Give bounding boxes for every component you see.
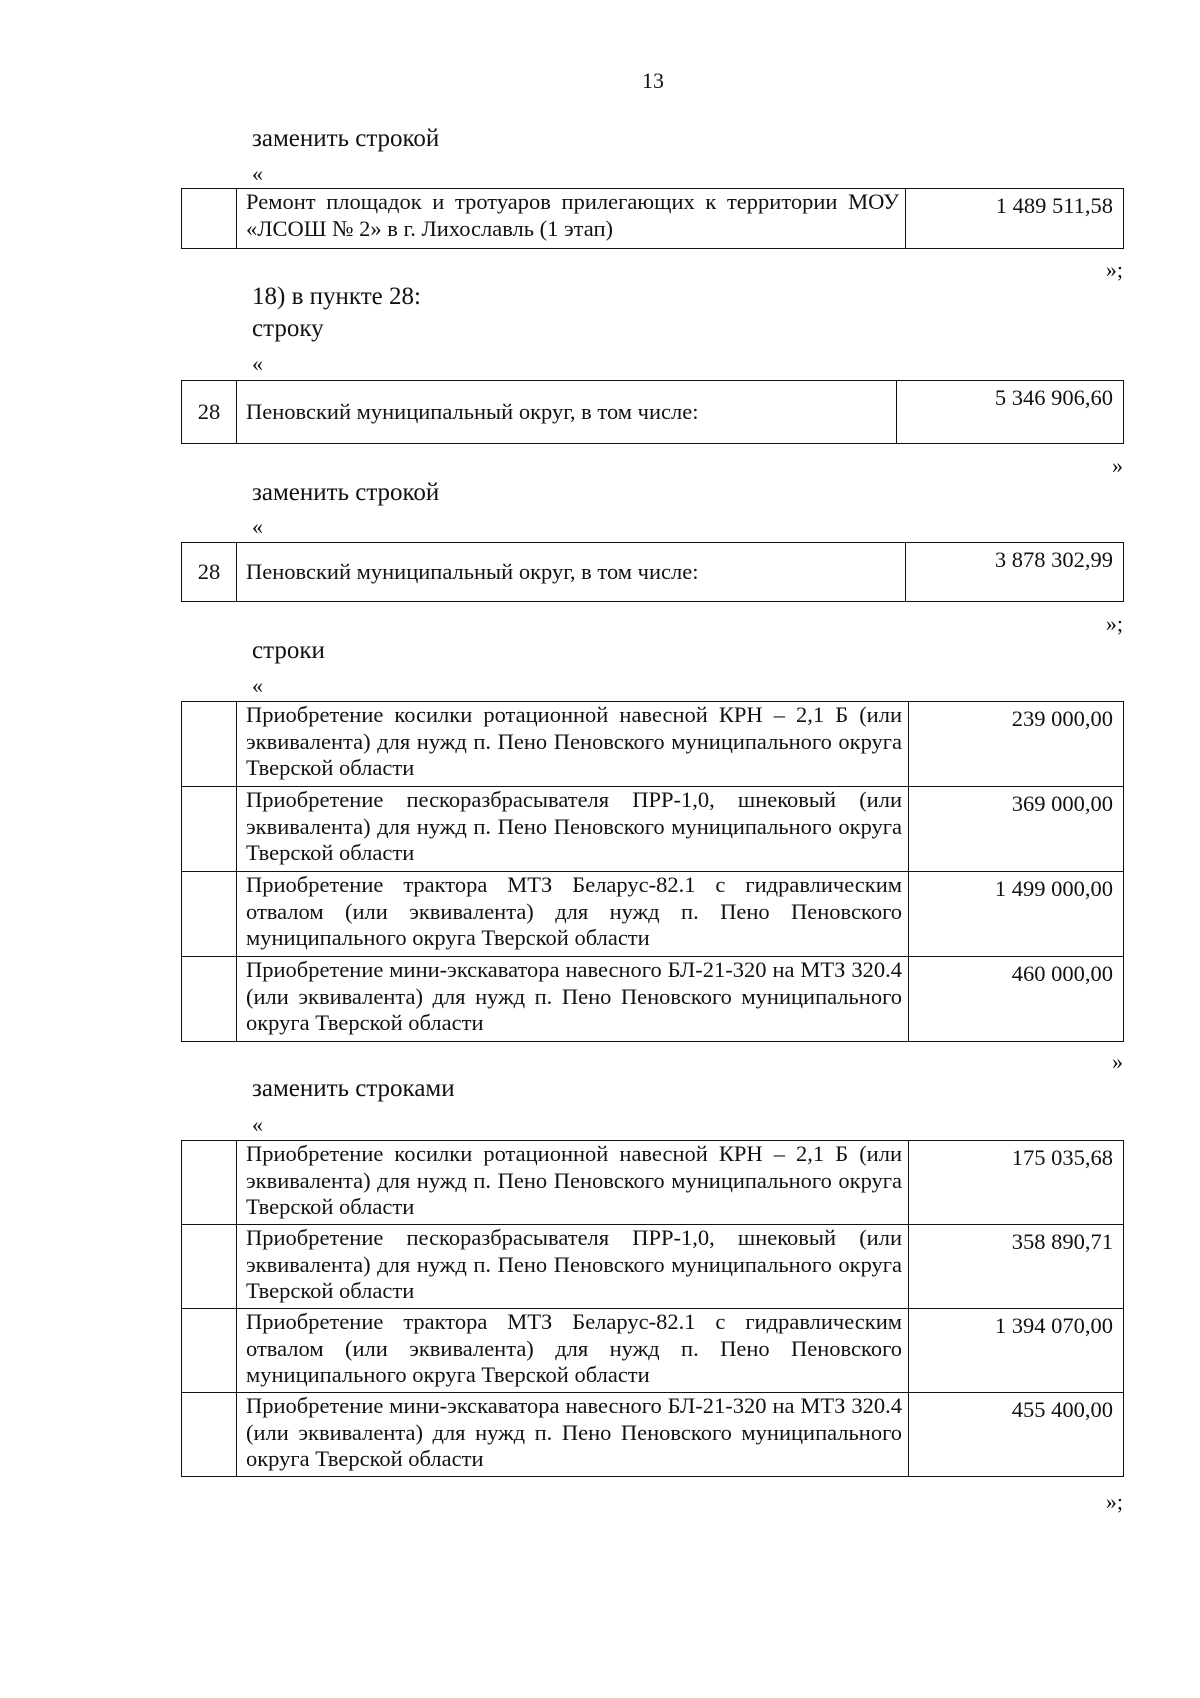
row-amount: 5 346 906,60 bbox=[897, 381, 1124, 444]
row-description: Приобретение пескоразбрасывателя ПРР-1,0, шнековый (или эквивалента) для нужд п. Пено Пеновского муниципального округа Тверской области bbox=[237, 787, 909, 872]
row-description: Пеновский муниципальный округ, в том числе: bbox=[237, 381, 897, 444]
table-row bbox=[182, 381, 1124, 444]
row-number bbox=[182, 957, 237, 1042]
amendment-table bbox=[181, 542, 1124, 602]
close-quote: » bbox=[1112, 1049, 1123, 1074]
section-heading: заменить строками bbox=[252, 1075, 455, 1102]
row-number bbox=[182, 1225, 237, 1309]
close-quote: »; bbox=[1105, 611, 1123, 636]
row-amount: 358 890,71 bbox=[909, 1225, 1124, 1309]
section-heading: строку bbox=[252, 315, 324, 342]
row-amount: 369 000,00 bbox=[909, 787, 1124, 872]
table-row bbox=[182, 872, 1124, 957]
section-heading: заменить строкой bbox=[252, 479, 440, 506]
open-quote: « bbox=[252, 351, 263, 376]
row-amount: 1 489 511,58 bbox=[906, 189, 1124, 249]
row-amount: 175 035,68 bbox=[909, 1141, 1124, 1225]
row-amount: 1 394 070,00 bbox=[909, 1309, 1124, 1393]
amendment-table bbox=[181, 380, 1124, 444]
row-number bbox=[182, 1393, 237, 1477]
open-quote: « bbox=[252, 161, 263, 186]
section-heading: заменить строкой bbox=[252, 125, 440, 152]
amendment-table bbox=[181, 1140, 1124, 1477]
close-quote: »; bbox=[1105, 257, 1123, 282]
row-number bbox=[182, 1141, 237, 1225]
row-description: Приобретение трактора МТЗ Беларус-82.1 с гидравлическим отвалом (или эквивалента) для нужд п. Пено Пеновского муниципального округа Тверской области bbox=[237, 872, 909, 957]
row-amount: 460 000,00 bbox=[909, 957, 1124, 1042]
open-quote: « bbox=[252, 1112, 263, 1137]
table-row bbox=[182, 189, 1124, 249]
row-description: Пеновский муниципальный округ, в том числе: bbox=[237, 543, 906, 602]
table-row bbox=[182, 702, 1124, 787]
item-label: 18) в пункте 28: bbox=[252, 283, 421, 310]
table-row bbox=[182, 543, 1124, 602]
row-number bbox=[182, 1309, 237, 1393]
open-quote: « bbox=[252, 673, 263, 698]
row-number bbox=[182, 189, 237, 249]
row-description: Приобретение косилки ротационной навесной КРН – 2,1 Б (или эквивалента) для нужд п. Пено Пеновского муниципального округа Тверской области bbox=[237, 1141, 909, 1225]
row-number bbox=[182, 702, 237, 787]
row-number bbox=[182, 872, 237, 957]
open-quote: « bbox=[252, 514, 263, 539]
row-number bbox=[182, 787, 237, 872]
row-number: 28 bbox=[182, 381, 237, 444]
close-quote: »; bbox=[1105, 1489, 1123, 1514]
row-amount: 455 400,00 bbox=[909, 1393, 1124, 1477]
row-description: Приобретение трактора МТЗ Беларус-82.1 с гидравлическим отвалом (или эквивалента) для нужд п. Пено Пеновского муниципального округа Тверской области bbox=[237, 1309, 909, 1393]
row-description: Приобретение пескоразбрасывателя ПРР-1,0, шнековый (или эквивалента) для нужд п. Пено Пеновского муниципального округа Тверской области bbox=[237, 1225, 909, 1309]
row-description: Приобретение мини-экскаватора навесного БЛ-21-320 на МТЗ 320.4 (или эквивалента) для нужд п. Пено Пеновского муниципального округа Тверской области bbox=[237, 957, 909, 1042]
amendment-table bbox=[181, 188, 1124, 249]
table-row bbox=[182, 1141, 1124, 1225]
row-amount: 239 000,00 bbox=[909, 702, 1124, 787]
amendment-table bbox=[181, 701, 1124, 1042]
table-row bbox=[182, 957, 1124, 1042]
row-number: 28 bbox=[182, 543, 237, 602]
close-quote: » bbox=[1112, 453, 1123, 478]
row-description: Ремонт площадок и тротуаров прилегающих к территории МОУ «ЛСОШ № 2» в г. Лихославль (1 этап) bbox=[237, 189, 906, 249]
table-row bbox=[182, 1309, 1124, 1393]
table-row bbox=[182, 1393, 1124, 1477]
section-heading: строки bbox=[252, 637, 325, 664]
row-description: Приобретение косилки ротационной навесной КРН – 2,1 Б (или эквивалента) для нужд п. Пено Пеновского муниципального округа Тверской области bbox=[237, 702, 909, 787]
row-description: Приобретение мини-экскаватора навесного БЛ-21-320 на МТЗ 320.4 (или эквивалента) для нужд п. Пено Пеновского муниципального округа Тверской области bbox=[237, 1393, 909, 1477]
row-amount: 3 878 302,99 bbox=[906, 543, 1124, 602]
table-row bbox=[182, 787, 1124, 872]
page-number: 13 bbox=[642, 68, 664, 93]
row-amount: 1 499 000,00 bbox=[909, 872, 1124, 957]
table-row bbox=[182, 1225, 1124, 1309]
